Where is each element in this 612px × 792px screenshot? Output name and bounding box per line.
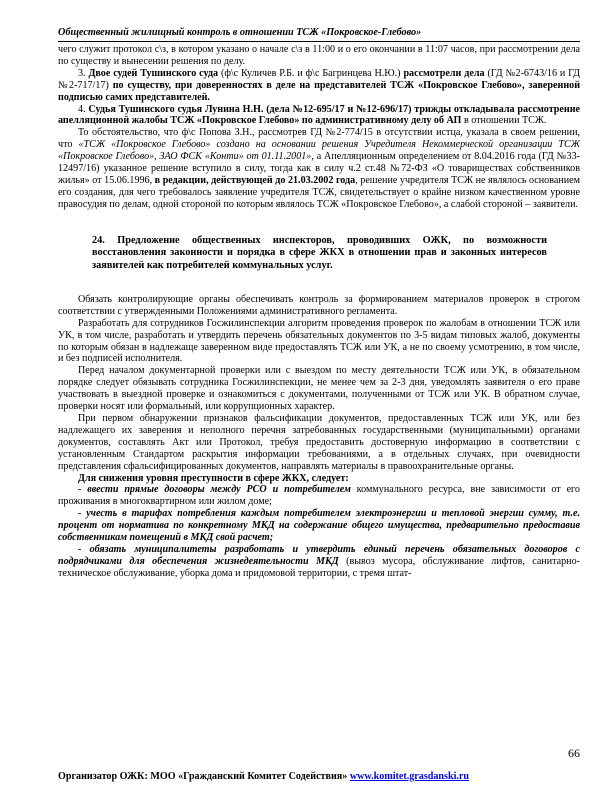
circumstance-text-3: , решение учредителя ТСЖ не являлось основанием его создания, для чего требовалось заявление учредителя ТСЖ, свидетельствует о крайне низком качественном уровне правосудия по делам, одной стороной по которым являлось ТСЖ «Покровское Глебово», а слабой стороной – заявители. — [58, 174, 580, 210]
item-4-tail: в отношении ТСЖ. — [461, 115, 547, 127]
item-3-cases: (ГД №2-6743/16 и ГД №2-717/17) — [58, 67, 581, 91]
footer-site-link[interactable]: www.komitet.grasdanski.ru — [349, 771, 470, 782]
circumstance-text-1: То обстоятельство, что ф\с Попова З.Н., рассмотрев ГД №2-774/15 в отсутствии истца, указала в своем решении, что — [58, 127, 580, 151]
bullet-1-text: коммунального ресурса, вне зависимости от его проживания в многоквартирном или жилом доме; — [58, 484, 580, 508]
item-4-lead: Судья Тушинского судья Лунина Н.Н. (дела №12-695/17 и №12-696/17) трижды откладывала рассмотрение апелляционной жалобы ТСЖ «Покровское Глебово» по административному делу об АП — [58, 103, 580, 127]
item-3-detail: по существу, при доверенностях в деле на представителей ТСЖ «Покровское Глебово», заверенной подписью самих представителей. — [58, 79, 581, 103]
paragraph-circumstance — [58, 127, 580, 210]
item-3-number: 3. — [78, 67, 86, 79]
document-page — [58, 26, 580, 580]
bullet-2: - учесть в тарифах потребления каждым потребителем электроэнергии и тепловой энергии сумму, т.е. процент от норматива по конкретному МКД на содержание общего имущества, предварительно предоставив собственникам помещений в МКД свой расчет; — [58, 508, 580, 544]
item-3-action: рассмотрели дела — [403, 67, 485, 79]
circumstance-text-2: , а Апелляционным определением от 8.04.2016 года (ГД №33-12497/16) указанное решение вступило в силу, тогда как в силу ч.2 ст.48 №72-ФЗ «О товариществах собственников жилья» от 15.06.1996, — [58, 151, 580, 186]
paragraph-1: Обязать контролирующие органы обеспечивать контроль за формированием материалов проверок в строгом соответствии с утвержденными Положениями административного регламента. — [58, 293, 580, 317]
page-header: Общественный жилищный контроль в отношении ТСЖ «Покровское-Глебово» — [58, 26, 580, 42]
item-3-lead: Двое судей Тушинского суда — [88, 67, 219, 79]
footer-organizer: Организатор ОЖК: МОО «Гражданский Комитет Содействия» — [58, 771, 348, 782]
paragraph-4: При первом обнаружении признаков фальсификации документов, предоставленных ТСЖ или УК, или без надлежащего их заверения и неполного перечня затребованных государственными (муниципальными) органами документов, составлять Акт или Протокол, требуя предоставить достоверную информацию в соответствии с установленным Стандартом раскрытия информации требованиями, а в отдельных случаях, при очевидности представления сфальсифицированных документов, направлять материалы в правоохранительные органы. — [58, 412, 580, 472]
paragraph-3: Перед началом документарной проверки или с выездом по месту деятельности ТСЖ или УК, в обязательном порядке следует обязывать сотрудника Госжилинспекции, не менее чем за 2-3 дня, уведомлять заявителя о его праве участвовать в выездной проверке и ознакомиться с документами, полученными от ТСЖ или УК. В обратном случае, проверки носят или формальный, или коррупционных характер. — [58, 365, 580, 413]
item-3-judges: (ф\с Куличев Р.Б. и ф\с Багринцева Н.Ю.) — [218, 67, 404, 79]
circumstance-bold: в редакции, действующей до 21.03.2002 года — [154, 174, 356, 186]
bullet-1 — [58, 484, 580, 508]
bullet-3 — [58, 544, 580, 580]
bullet-1-lead: - ввести прямые договоры между РСО и потребителем — [78, 484, 351, 496]
document-body — [58, 44, 580, 580]
page-number: 66 — [568, 746, 580, 760]
continued-paragraph: чего служит протокол с\з, в котором указано о начале с\з в 11:00 и о его окончании в 11:07 часов, при рассмотрении дела по существу и вынесении решения по делу. — [58, 44, 580, 67]
paragraph-5-title: Для снижения уровня преступности в сфере ЖКХ, следует: — [78, 472, 349, 484]
bullet-3-text: (вывоз мусора, обслуживание лифтов, санитарно-техническое обслуживание, уборка дома и придомовой территории, с тремя штат- — [58, 555, 580, 579]
paragraph-2: Разработать для сотрудников Госжилинспекции алгоритм проведения проверок по жалобам в отношении ТСЖ или УК, в том числе, разработать и утвердить перечень обязательных документов по 3-5 видам типовых жалоб, документы по которым обязан в надлежаще заверенном виде предоставлять ТСЖ или УК, а не по своему усмотрению, в том числе, и без подписей исполнителя. — [58, 317, 580, 365]
item-3 — [58, 68, 580, 104]
item-4 — [58, 104, 580, 128]
bullet-3-lead: - обязать муниципалитеты разработать и утвердить единый перечень обязательных договоров с подрядчиками для обеспечения жизнедеятельности МКД — [58, 543, 580, 567]
page-footer — [58, 771, 580, 782]
section-24-title: 24. Предложение общественных инспекторов, проводивших ОЖК, по возможности восстановления законности и порядка в сфере ЖКХ в отношении прав и законных интересов заявителей как потребителей коммунальных услуг. — [92, 234, 547, 271]
circumstance-quote: «ТСЖ «Покровское Глебово» создано на основании решения Учредителя Некоммерческой организации ТСЖ «Покровское Глебово», ЗАО ФСК «Конти» от 01.11.2001» — [58, 139, 580, 163]
item-4-number: 4. — [78, 103, 86, 115]
